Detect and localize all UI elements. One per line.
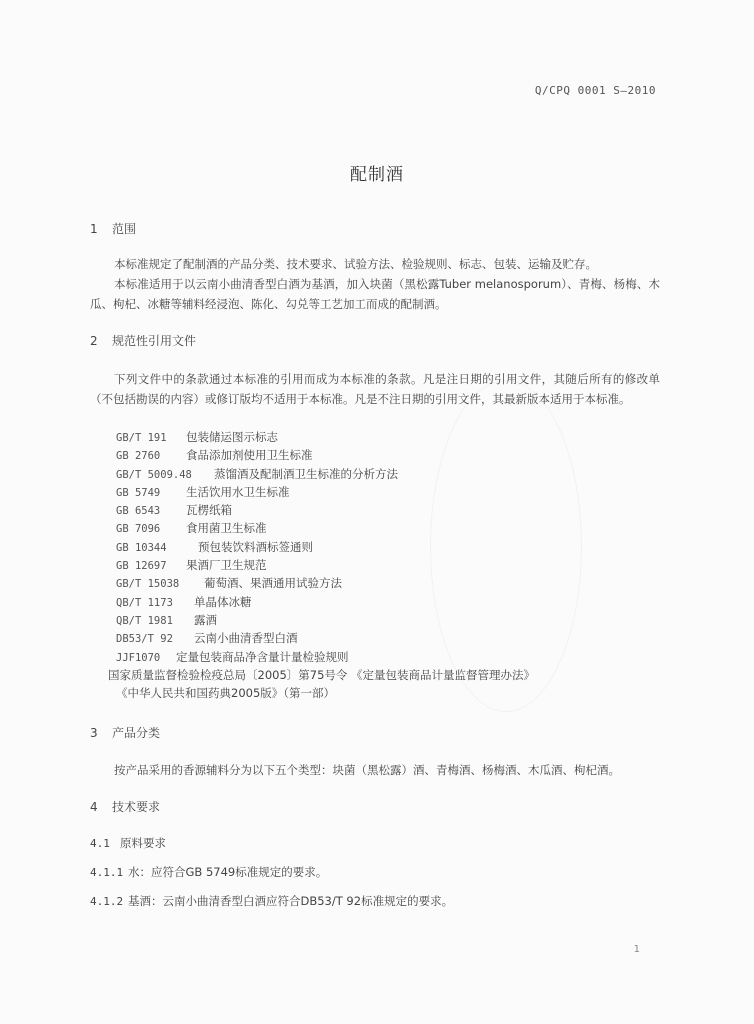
reference-item [116, 556, 535, 574]
reference-code: QB/T 1173 [116, 596, 173, 609]
page-number: 1 [633, 944, 640, 955]
section-title: 技术要求 [112, 800, 161, 814]
clause-number: 4.1.2 [90, 895, 124, 908]
reference-code: GB 2760 [116, 450, 161, 463]
reference-name: 云南小曲清香型白酒 [194, 631, 298, 646]
reference-item [116, 519, 535, 537]
section-1-paragraph-2: 本标准适用于以云南小曲清香型白酒为基酒，加入块菌（黑松露Tuber melanosporum）、青梅、杨梅、木瓜、枸杞、冰糖等辅料经浸泡、陈化、勾兑等工艺加工而成的配制酒。 [90, 277, 660, 311]
reference-name: 食用菌卫生标准 [186, 521, 267, 536]
clause-4-1-1 [90, 864, 327, 880]
section-number: 2 [90, 334, 98, 348]
section-3-paragraph: 按产品采用的香源辅料分为以下五个类型：块菌（黑松露）酒、青梅酒、杨梅酒、木瓜酒、枸杞酒。 [114, 763, 620, 777]
reference-code: GB 6543 [116, 505, 161, 518]
reference-item [116, 446, 535, 464]
clause-4-1-2 [90, 893, 453, 909]
reference-code: GB/T 5009.48 [116, 468, 192, 481]
reference-item [116, 574, 535, 592]
section-1-heading [90, 220, 136, 237]
subsection-4-1-heading [90, 835, 166, 851]
subsection-title: 原料要求 [120, 836, 166, 850]
section-2-heading [90, 332, 196, 349]
reference-name: 定量包装商品净含量计量检验规则 [176, 649, 349, 664]
reference-code: GB 10344 [116, 541, 167, 554]
section-number: 1 [90, 222, 98, 236]
reference-name: 果酒厂卫生规范 [186, 558, 267, 573]
reference-item [116, 483, 535, 501]
clause-number: 4.1.1 [90, 866, 124, 879]
reference-code: JJF1070 [116, 651, 161, 664]
clause-text: 水：应符合GB 5749标准规定的要求。 [128, 865, 328, 879]
reference-item [116, 648, 535, 666]
document-title: 配制酒 [350, 165, 404, 185]
section-4-heading [90, 798, 160, 815]
section-1-paragraph-1: 本标准规定了配制酒的产品分类、技术要求、试验方法、检验规则、标志、包装、运输及贮存。 [114, 257, 597, 271]
reference-item-full: 国家质量监督检验检疫总局〔2005〕第75号令 《定量包装商品计量监督管理办法》 [108, 667, 536, 682]
reference-name: 生活饮用水卫生标准 [186, 484, 290, 499]
reference-code: GB 7096 [116, 523, 161, 536]
reference-item [116, 501, 535, 519]
section-title: 范围 [112, 222, 137, 236]
reference-item-full: 《中华人民共和国药典2005版》（第一部） [116, 686, 336, 701]
reference-item [116, 629, 535, 647]
reference-code: GB 12697 [116, 560, 167, 573]
reference-name: 包装储运图示标志 [186, 430, 278, 444]
reference-name: 单晶体冰糖 [194, 594, 252, 609]
reference-name: 蒸馏酒及配制酒卫生标准的分析方法 [214, 466, 398, 481]
section-title: 规范性引用文件 [112, 334, 197, 348]
reference-code: GB 5749 [116, 486, 161, 499]
reference-item [116, 593, 535, 611]
reference-item [116, 538, 535, 556]
reference-name: 露酒 [194, 612, 217, 627]
clause-text: 基酒：云南小曲清香型白酒应符合DB53/T 92标准规定的要求。 [128, 894, 454, 908]
reference-item [116, 428, 535, 446]
section-number: 4 [90, 800, 98, 814]
section-3-heading [90, 724, 160, 741]
reference-name: 瓦楞纸箱 [186, 503, 232, 518]
reference-item [116, 465, 535, 483]
reference-code: GB/T 191 [116, 432, 167, 444]
reference-code: GB/T 15038 [116, 578, 180, 591]
normative-references-list [108, 428, 536, 702]
reference-code: QB/T 1981 [116, 614, 173, 627]
reference-code: DB53/T 92 [116, 633, 173, 646]
reference-name: 预包装饮料酒标签通则 [198, 539, 313, 554]
reference-name: 食品添加剂使用卫生标准 [186, 448, 313, 463]
section-number: 3 [90, 726, 98, 740]
reference-item [116, 611, 535, 629]
section-title: 产品分类 [112, 726, 161, 740]
section-2-paragraph: 下列文件中的条款通过本标准的引用而成为本标准的条款。凡是注日期的引用文件，其随后所有的修改单（不包括勘误的内容）或修订版均不适用于本标准。凡是不注日期的引用文件，其最新版本适用于本标准。 [90, 372, 660, 406]
standard-code: Q/CPQ 0001 S—2010 [534, 84, 656, 97]
subsection-number: 4.1 [90, 837, 110, 850]
reference-name: 葡萄酒、果酒通用试验方法 [204, 576, 342, 591]
